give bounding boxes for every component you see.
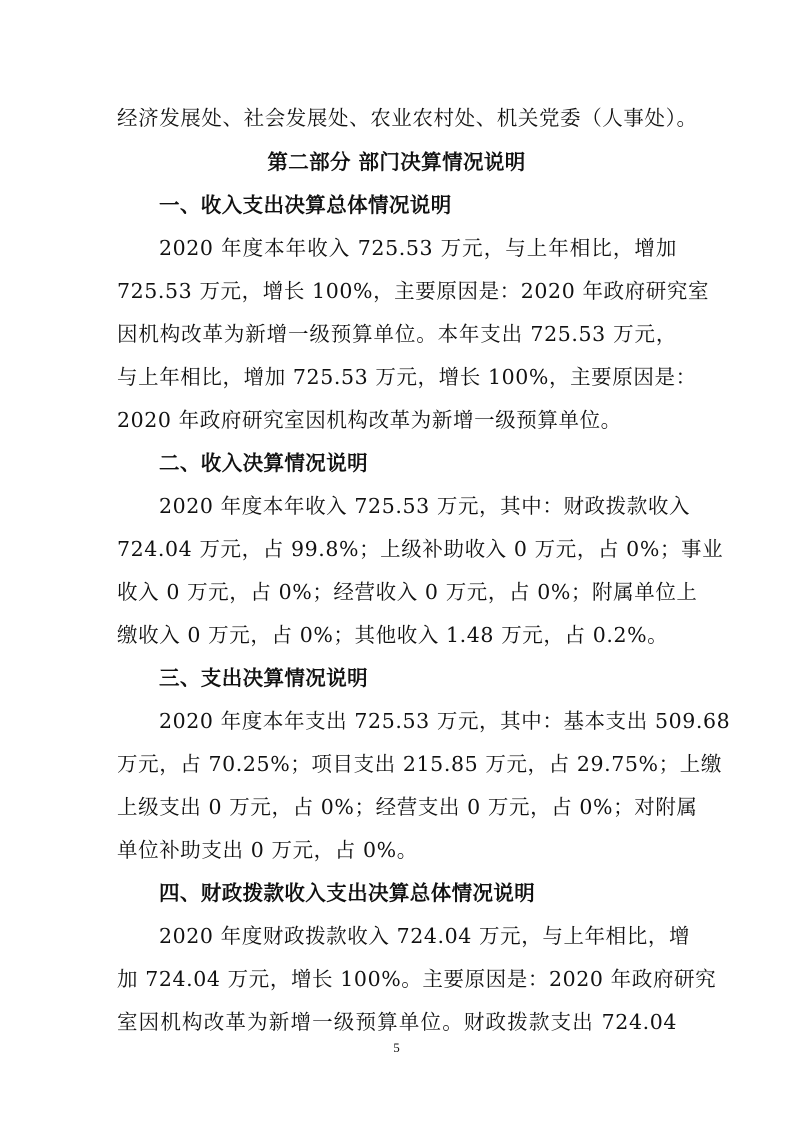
paragraph-line: 2020 年政府研究室因机构改革为新增一级预算单位。 xyxy=(117,408,622,432)
part-title: 第二部分 部门决算情况说明 xyxy=(267,150,526,174)
page-number: 5 xyxy=(393,1040,400,1055)
paragraph-line: 2020 年度本年收入 725.53 万元，与上年相比，增加 xyxy=(159,236,677,260)
paragraph-line: 725.53 万元，增长 100%，主要原因是：2020 年政府研究室 xyxy=(117,279,710,303)
paragraph-line: 724.04 万元，占 99.8%；上级补助收入 0 万元，占 0%；事业 xyxy=(117,537,724,561)
section-heading-3: 三、支出决算情况说明 xyxy=(159,666,368,690)
paragraph-line: 2020 年度财政拨款收入 724.04 万元，与上年相比，增 xyxy=(159,924,691,948)
paragraph-line: 2020 年度本年支出 725.53 万元，其中：基本支出 509.68 xyxy=(159,709,731,733)
paragraph-line: 万元，占 70.25%；项目支出 215.85 万元，占 29.75%；上缴 xyxy=(117,752,722,776)
intro-tail-line: 经济发展处、社会发展处、农业农村处、机关党委（人事处）。 xyxy=(117,106,698,130)
paragraph-line: 收入 0 万元，占 0%；经营收入 0 万元，占 0%；附属单位上 xyxy=(117,580,698,604)
paragraph-line: 上级支出 0 万元，占 0%；经营支出 0 万元，占 0%；对附属 xyxy=(117,795,698,819)
paragraph-line: 加 724.04 万元，增长 100%。主要原因是：2020 年政府研究 xyxy=(117,967,717,991)
paragraph-line: 2020 年度本年收入 725.53 万元，其中：财政拨款收入 xyxy=(159,494,691,518)
paragraph-line: 因机构改革为新增一级预算单位。本年支出 725.53 万元， xyxy=(117,322,677,346)
section-heading-4: 四、财政拨款收入支出决算总体情况说明 xyxy=(159,881,536,905)
section-heading-1: 一、收入支出决算总体情况说明 xyxy=(159,193,452,217)
paragraph-line: 缴收入 0 万元，占 0%；其他收入 1.48 万元，占 0.2%。 xyxy=(117,623,669,647)
paragraph-line: 单位补助支出 0 万元，占 0%。 xyxy=(117,838,418,862)
paragraph-line: 室因机构改革为新增一级预算单位。财政拨款支出 724.04 xyxy=(117,1010,677,1034)
paragraph-line: 与上年相比，增加 725.53 万元，增长 100%，主要原因是： xyxy=(117,365,697,389)
section-heading-2: 二、收入决算情况说明 xyxy=(159,451,368,475)
